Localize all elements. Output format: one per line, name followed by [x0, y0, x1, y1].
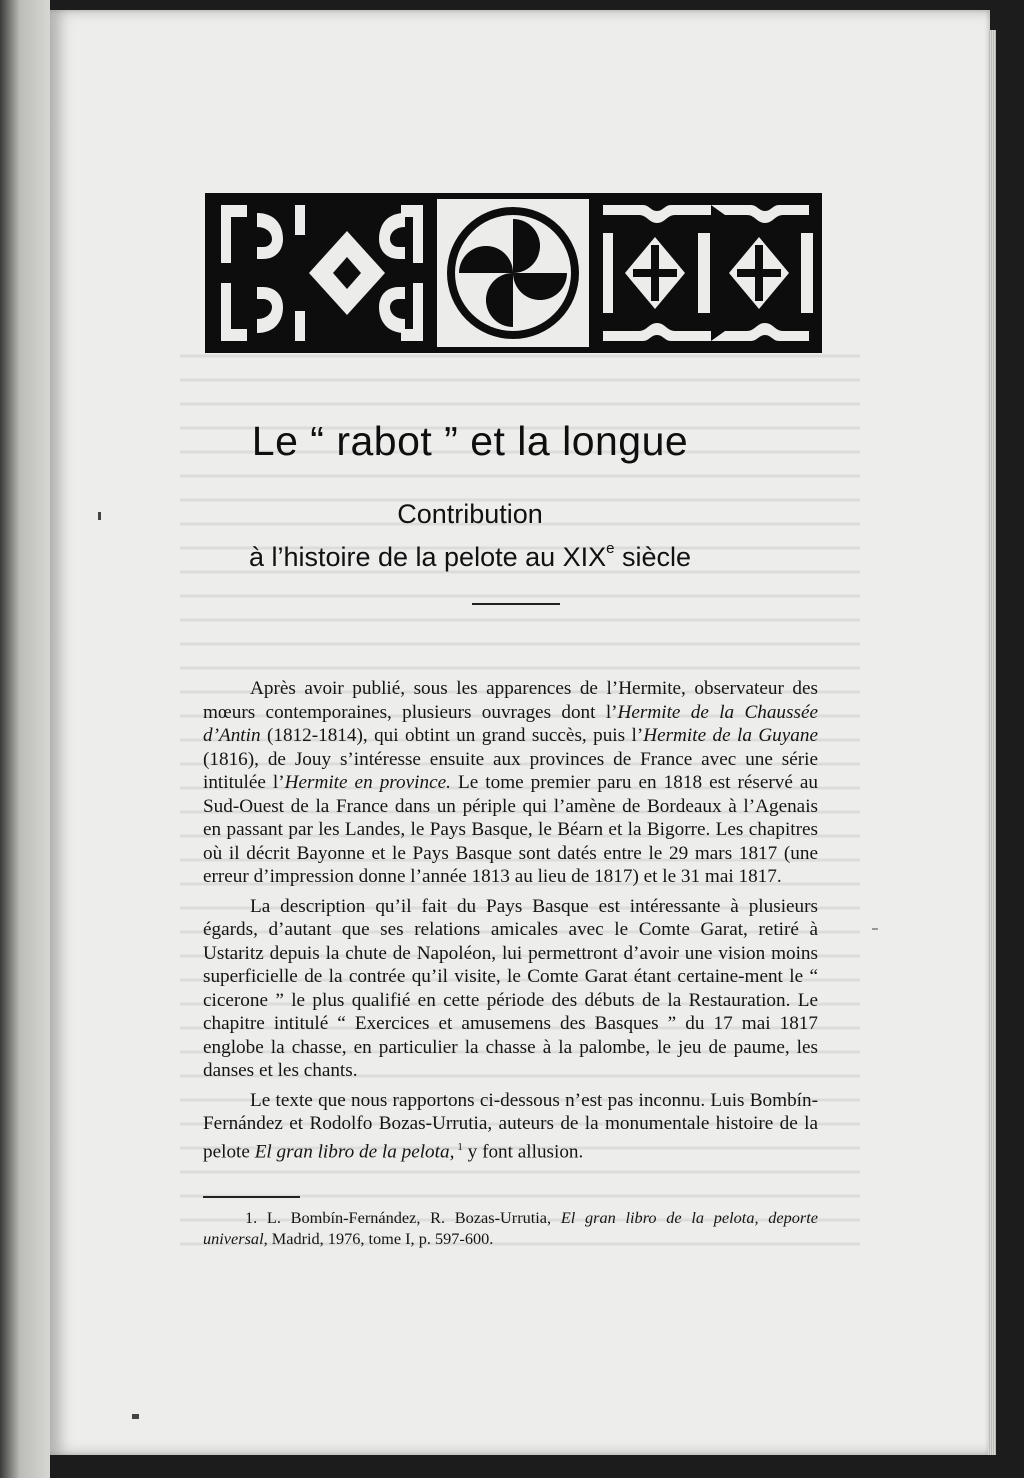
article-subtitle: [140, 496, 800, 576]
article-title: Le “ rabot ” et la longue: [251, 418, 689, 464]
paragraph-3: [203, 1089, 818, 1164]
footnote-1: [203, 1208, 818, 1249]
p3-book-title: El gran libro de la pelota,: [254, 1140, 455, 1162]
p1-title-guyane: Hermite de la Guyane: [643, 725, 818, 746]
lauburu-cross-icon: [437, 199, 589, 347]
p1-title-chaussee: Hermite de la Chaussée d’Antin: [203, 701, 818, 746]
p1-title-province: Hermite en province.: [284, 772, 451, 793]
basque-ornament-banner: [205, 193, 822, 353]
century-superscript: e: [606, 540, 615, 557]
p1-text-c: (1812-1814), qui obtint un grand succès, puis l’: [260, 725, 644, 746]
p3-text-a: Le texte que nous rapportons ci-dessous n’est pas inconnu. Luis Bombín-Fernández et Rodolfo Bozas-Urrutia, auteurs de la monumentale histoire de la pelote: [203, 1089, 818, 1162]
subtitle-line-2-text: à l’histoire de la pelote au XIX: [248, 542, 607, 572]
paragraph-1: [203, 677, 818, 889]
page-stack-edge: [988, 30, 996, 1455]
subtitle-line-1: Contribution: [397, 499, 543, 529]
paragraph-2: La description qu’il fait du Pays Basque est intéressante à plusieurs égards, d’autant que ses relations amicales avec le Comte Garat, retiré à Ustaritz depuis la chute de Napoléon, lui permettront d’avoir une vision moins superficielle de la contrée qu’il visite, le Comte Garat étant certaine-ment le “ cicerone ” le plus qualifié en cette période des débuts de la Restauration. Le chapitre intitulé “ Exercices et amusemens des Basques ” du 17 mai 1817 englobe la chasse, en particulier la chasse à la palombe, le jeu de paume, les danses et les chants.: [203, 895, 818, 1081]
footnote-authors: 1. L. Bombín-Fernández, R. Bozas-Urrutia,: [245, 1208, 561, 1227]
p1-text-g: Le tome premier paru en 1818 est réservé au Sud-Ouest de la France dans un périple qui l’amène de Bordeaux à l’Agenais en passant par les Landes, le Pays Basque, le Béarn et la Bigorre. Les chapitres où il décrit Bayonne et le Pays Basque sont datés entre le 29 mars 1817 (une erreur d’impression donne l’année 1813 au lieu de 1817) et le 31 mai 1817.: [203, 772, 818, 887]
footnote-title: El gran libro de la pelota, deporte universal,: [203, 1208, 818, 1248]
p3-text-c: y font allusion.: [462, 1140, 584, 1162]
footnote-pub-info: Madrid, 1976, tome I, p. 597-600.: [267, 1228, 494, 1248]
subtitle-line-2: [140, 533, 800, 576]
scan-speck: [98, 512, 101, 520]
title-divider: [472, 603, 560, 605]
scan-speck: [872, 928, 878, 930]
footnote-ref[interactable]: 1: [457, 1140, 463, 1153]
p1-text-e: (1816), de Jouy s’intéresse ensuite aux provinces de France avec une série intitulée l’: [203, 748, 818, 793]
scan-speck: [132, 1414, 139, 1419]
subtitle-line-2-end: siècle: [614, 542, 692, 572]
footnote-divider: [203, 1196, 300, 1198]
left-page-edge: [0, 0, 50, 1478]
p1-text-a: Après avoir publié, sous les apparences de l’Hermite, observateur des mœurs contemporaines, plusieurs ouvrages dont l’: [203, 678, 818, 723]
footnote: [203, 1208, 818, 1249]
article-body: [203, 677, 818, 1169]
